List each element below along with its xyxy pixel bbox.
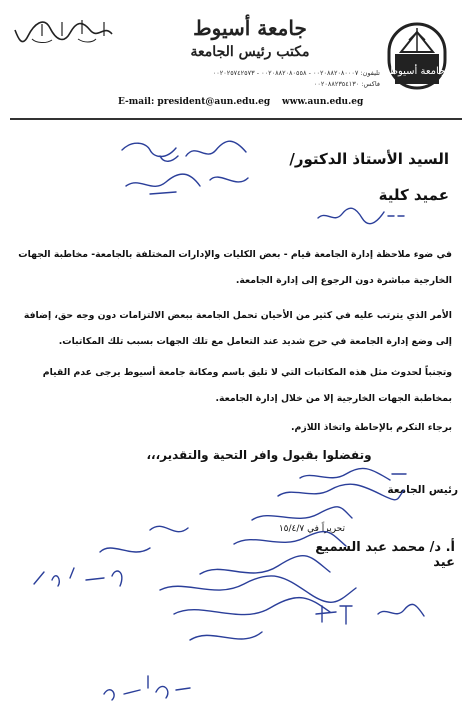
closing-line: وتفضلوا بقبول وافر التحية والتقدير،،، bbox=[146, 448, 372, 462]
handwriting-note-1 bbox=[300, 468, 406, 480]
office-name: مكتب رئيس الجامعة bbox=[190, 44, 310, 60]
body-paragraph-4: برجاء التكرم بالإحاطة واتخاذ اللازم. bbox=[291, 422, 452, 433]
body-paragraph-2: الأمر الذي يترتب عليه في كثير من الأحيان تحمل الجامعة ببعض الالتزامات دون وجه حق، إضافة إلى وضع إدارة الجامعة في حرج شديد عند التعامل مع تلك الجهات بسبب تلك المكاتبات. bbox=[23, 310, 452, 347]
handwriting-note-2 bbox=[278, 484, 404, 500]
logo-text: جامعة أسيوط bbox=[388, 66, 446, 77]
email-address: E-mail: president@aun.edu.eg bbox=[118, 97, 271, 107]
handwriting-note-7 bbox=[174, 598, 330, 615]
handwriting-faculty-name bbox=[126, 174, 248, 194]
handwriting-signature bbox=[100, 526, 188, 552]
president-name: أ. د/ محمد عبد السميع عيد bbox=[315, 540, 455, 570]
handwriting-note-3 bbox=[252, 507, 352, 520]
fax-line: فاكس: ٠٠٢٠٨٨٢٣٥٤١٣٠ bbox=[313, 80, 380, 88]
handwriting-it-note bbox=[316, 604, 424, 624]
body-paragraph-1: في ضوء ملاحظة إدارة الجامعة قيام - بعض الكليات والإدارات المختلفة بالجامعة- مخاطبة الجهات الخارجية مباشرة دون الرجوع إلى إدارة الجامعة. bbox=[18, 249, 452, 286]
body-paragraph-3: وتجنباً لحدوث مثل هذه المكاتبات التي لا تليق باسم ومكانة جامعة أسيوط يرجى عدم القيام بمخاطبة الجهات الخارجية إلا من خلال إدارة الجامعة. bbox=[42, 367, 452, 404]
handwriting-addressee-name bbox=[122, 141, 246, 161]
handwriting-date-2 bbox=[104, 676, 190, 700]
handwriting-note-8 bbox=[190, 632, 262, 640]
handwriting-note-4 bbox=[234, 532, 346, 546]
handwriting-note-6 bbox=[160, 576, 356, 602]
handwriting-greeting bbox=[318, 208, 404, 223]
handwriting-note-5 bbox=[200, 556, 330, 574]
website-address: www.aun.edu.eg bbox=[282, 97, 364, 107]
university-name: جامعة أسيوط bbox=[193, 16, 307, 40]
president-label: رئيس الجامعة bbox=[387, 484, 458, 496]
addressee-salutation: السيد الأستاذ الدكتور/ bbox=[289, 150, 449, 168]
handwriting-date-1 bbox=[34, 568, 122, 586]
addressee-dean: عميد كلية bbox=[378, 186, 449, 204]
phone-line: تليفون: ٠٠٢٠٨٨٢٠٨٠٠٠٧ - ٠٠٢٠٨٨٢٠٨٠٥٥٨ - ٠٠٢٠٢٥٧٤٢٥٧٣ bbox=[212, 69, 380, 77]
dated-line: تحريراً في ١٥/٤/٧ bbox=[278, 524, 345, 534]
